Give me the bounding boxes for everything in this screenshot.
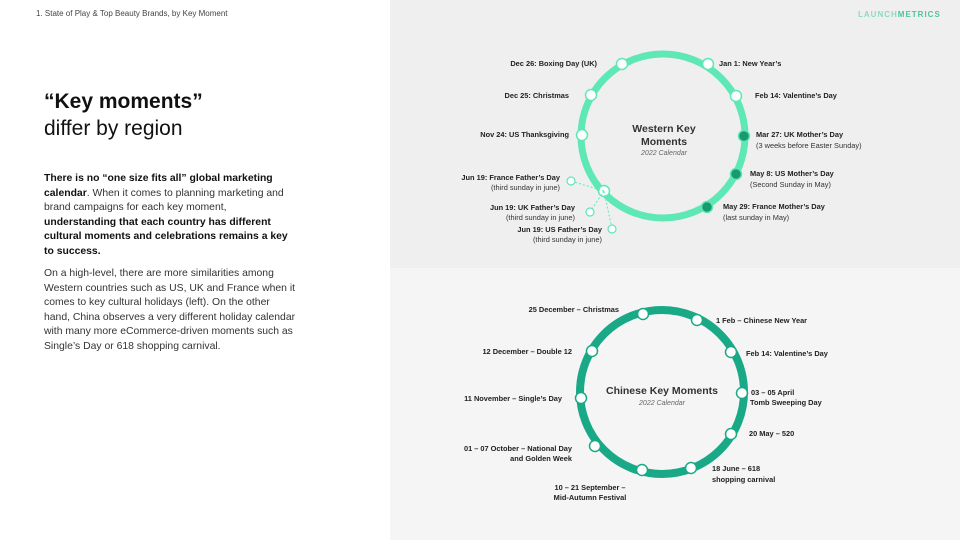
cn-sub-618: shopping carnival xyxy=(712,475,776,484)
chinese-subtitle: 2022 Calendar xyxy=(639,400,685,407)
western-sub-us-mothers-day: (Second Sunday in May) xyxy=(750,180,831,189)
node-cn-mid-autumn xyxy=(637,465,648,476)
node-us-fathers-day xyxy=(608,225,616,233)
western-label-christmas: Dec 25: Christmas xyxy=(504,91,569,100)
node-new-year xyxy=(703,59,714,70)
cn-label-new-year: 1 Feb – Chinese New Year xyxy=(716,316,808,325)
western-sub-france-fathers-day: (third sunday in june) xyxy=(490,183,560,192)
cn-label-tomb-sweeping: 03 – 05 April xyxy=(751,388,795,397)
node-thanksgiving xyxy=(577,130,588,141)
node-cn-double-12 xyxy=(587,346,598,357)
node-cn-valentines xyxy=(726,347,737,358)
cn-label-520: 20 May – 520 xyxy=(749,429,795,438)
node-uk-mothers-day xyxy=(739,131,750,142)
western-label-us-mothers-day: May 8: US Mother’s Day xyxy=(750,169,834,178)
western-label-new-year: Jan 1: New Year’s xyxy=(719,59,782,68)
node-us-mothers-day xyxy=(731,169,742,180)
logo-part-1: LAUNCH xyxy=(858,10,898,19)
cn-label-mid-autumn: 10 – 21 September – xyxy=(554,483,626,492)
node-cn-520 xyxy=(726,429,737,440)
comparison-paragraph: On a high-level, there are more similarities among Western countries such as US, UK and France when it comes to key cultural holidays (left). On the other hand, China observes a very different holiday calendar with many more eCommerce-driven moments such as Single’s Day or 618 shopping carnival. xyxy=(44,268,296,352)
node-cn-new-year xyxy=(692,315,703,326)
intro-bold-2: understanding that each country has different cultural moments and celebrations remains a key to success. xyxy=(44,216,288,257)
western-sub-us-fathers-day: (third sunday in june) xyxy=(532,235,602,244)
node-cn-618 xyxy=(686,463,697,474)
node-france-fathers-day xyxy=(567,177,575,185)
western-label-france-mothers-day: May 29: France Mother’s Day xyxy=(723,202,825,211)
western-label-uk-mothers-day: Mar 27: UK Mother’s Day xyxy=(756,130,844,139)
logo-part-2: METRICS xyxy=(897,10,941,19)
node-cn-tomb-sweeping xyxy=(737,388,748,399)
intro-bold-1: There is no “one size fits all” global marketing calendar xyxy=(44,173,273,199)
western-subtitle: 2022 Calendar xyxy=(641,150,687,157)
cn-label-christmas: 25 December – Christmas xyxy=(528,305,619,314)
western-label-uk-fathers-day: Jun 19: UK Father’s Day xyxy=(489,203,575,212)
western-sub-uk-mothers-day: (3 weeks before Easter Sunday) xyxy=(756,141,862,150)
cn-label-valentines: Feb 14: Valentine’s Day xyxy=(746,349,828,358)
breadcrumb: 1. State of Play & Top Beauty Brands, by Key Moment xyxy=(36,9,228,18)
node-christmas xyxy=(586,90,597,101)
western-sub-uk-fathers-day: (third sunday in june) xyxy=(505,213,575,222)
western-label-france-fathers-day: Jun 19: France Father’s Day xyxy=(461,173,560,182)
chinese-title: Chinese Key Moments xyxy=(605,385,719,397)
node-boxing-day xyxy=(617,59,628,70)
chinese-calendar-ring xyxy=(464,305,829,502)
cn-label-618: 18 June – 618 xyxy=(712,464,761,473)
western-label-valentines: Feb 14: Valentine’s Day xyxy=(755,91,837,100)
node-valentines xyxy=(731,91,742,102)
cn-label-national-day: 01 – 07 October – National Day xyxy=(463,444,572,453)
node-cn-christmas xyxy=(638,309,649,320)
node-uk-fathers-day xyxy=(586,208,594,216)
western-calendar-ring xyxy=(461,54,861,244)
cn-sub-mid-autumn: Mid-Autumn Festival xyxy=(553,493,627,502)
node-cn-singles-day xyxy=(576,393,587,404)
node-france-mothers-day xyxy=(702,202,713,213)
western-title-1: Western Key xyxy=(632,123,696,135)
cn-label-singles-day: 11 November – Single’s Day xyxy=(464,394,562,403)
cn-sub-national-day: and Golden Week xyxy=(510,454,572,463)
cn-sub-tomb-sweeping: Tomb Sweeping Day xyxy=(750,398,822,407)
page-subtitle: differ by region xyxy=(44,117,183,140)
western-label-boxing-day: Dec 26: Boxing Day (UK) xyxy=(510,59,597,68)
western-title-2: Moments xyxy=(640,136,688,148)
western-label-thanksgiving: Nov 24: US Thanksgiving xyxy=(480,130,569,139)
node-cn-national-day xyxy=(590,441,601,452)
intro-text: . When it comes to planning marketing and brand campaigns for each key moment, xyxy=(44,187,284,213)
page-title: “Key moments” xyxy=(44,90,203,113)
western-sub-france-mothers-day: (last sunday in May) xyxy=(723,213,790,222)
cn-label-double-12: 12 December – Double 12 xyxy=(482,347,572,356)
western-label-us-fathers-day: Jun 19: US Father’s Day xyxy=(517,225,602,234)
